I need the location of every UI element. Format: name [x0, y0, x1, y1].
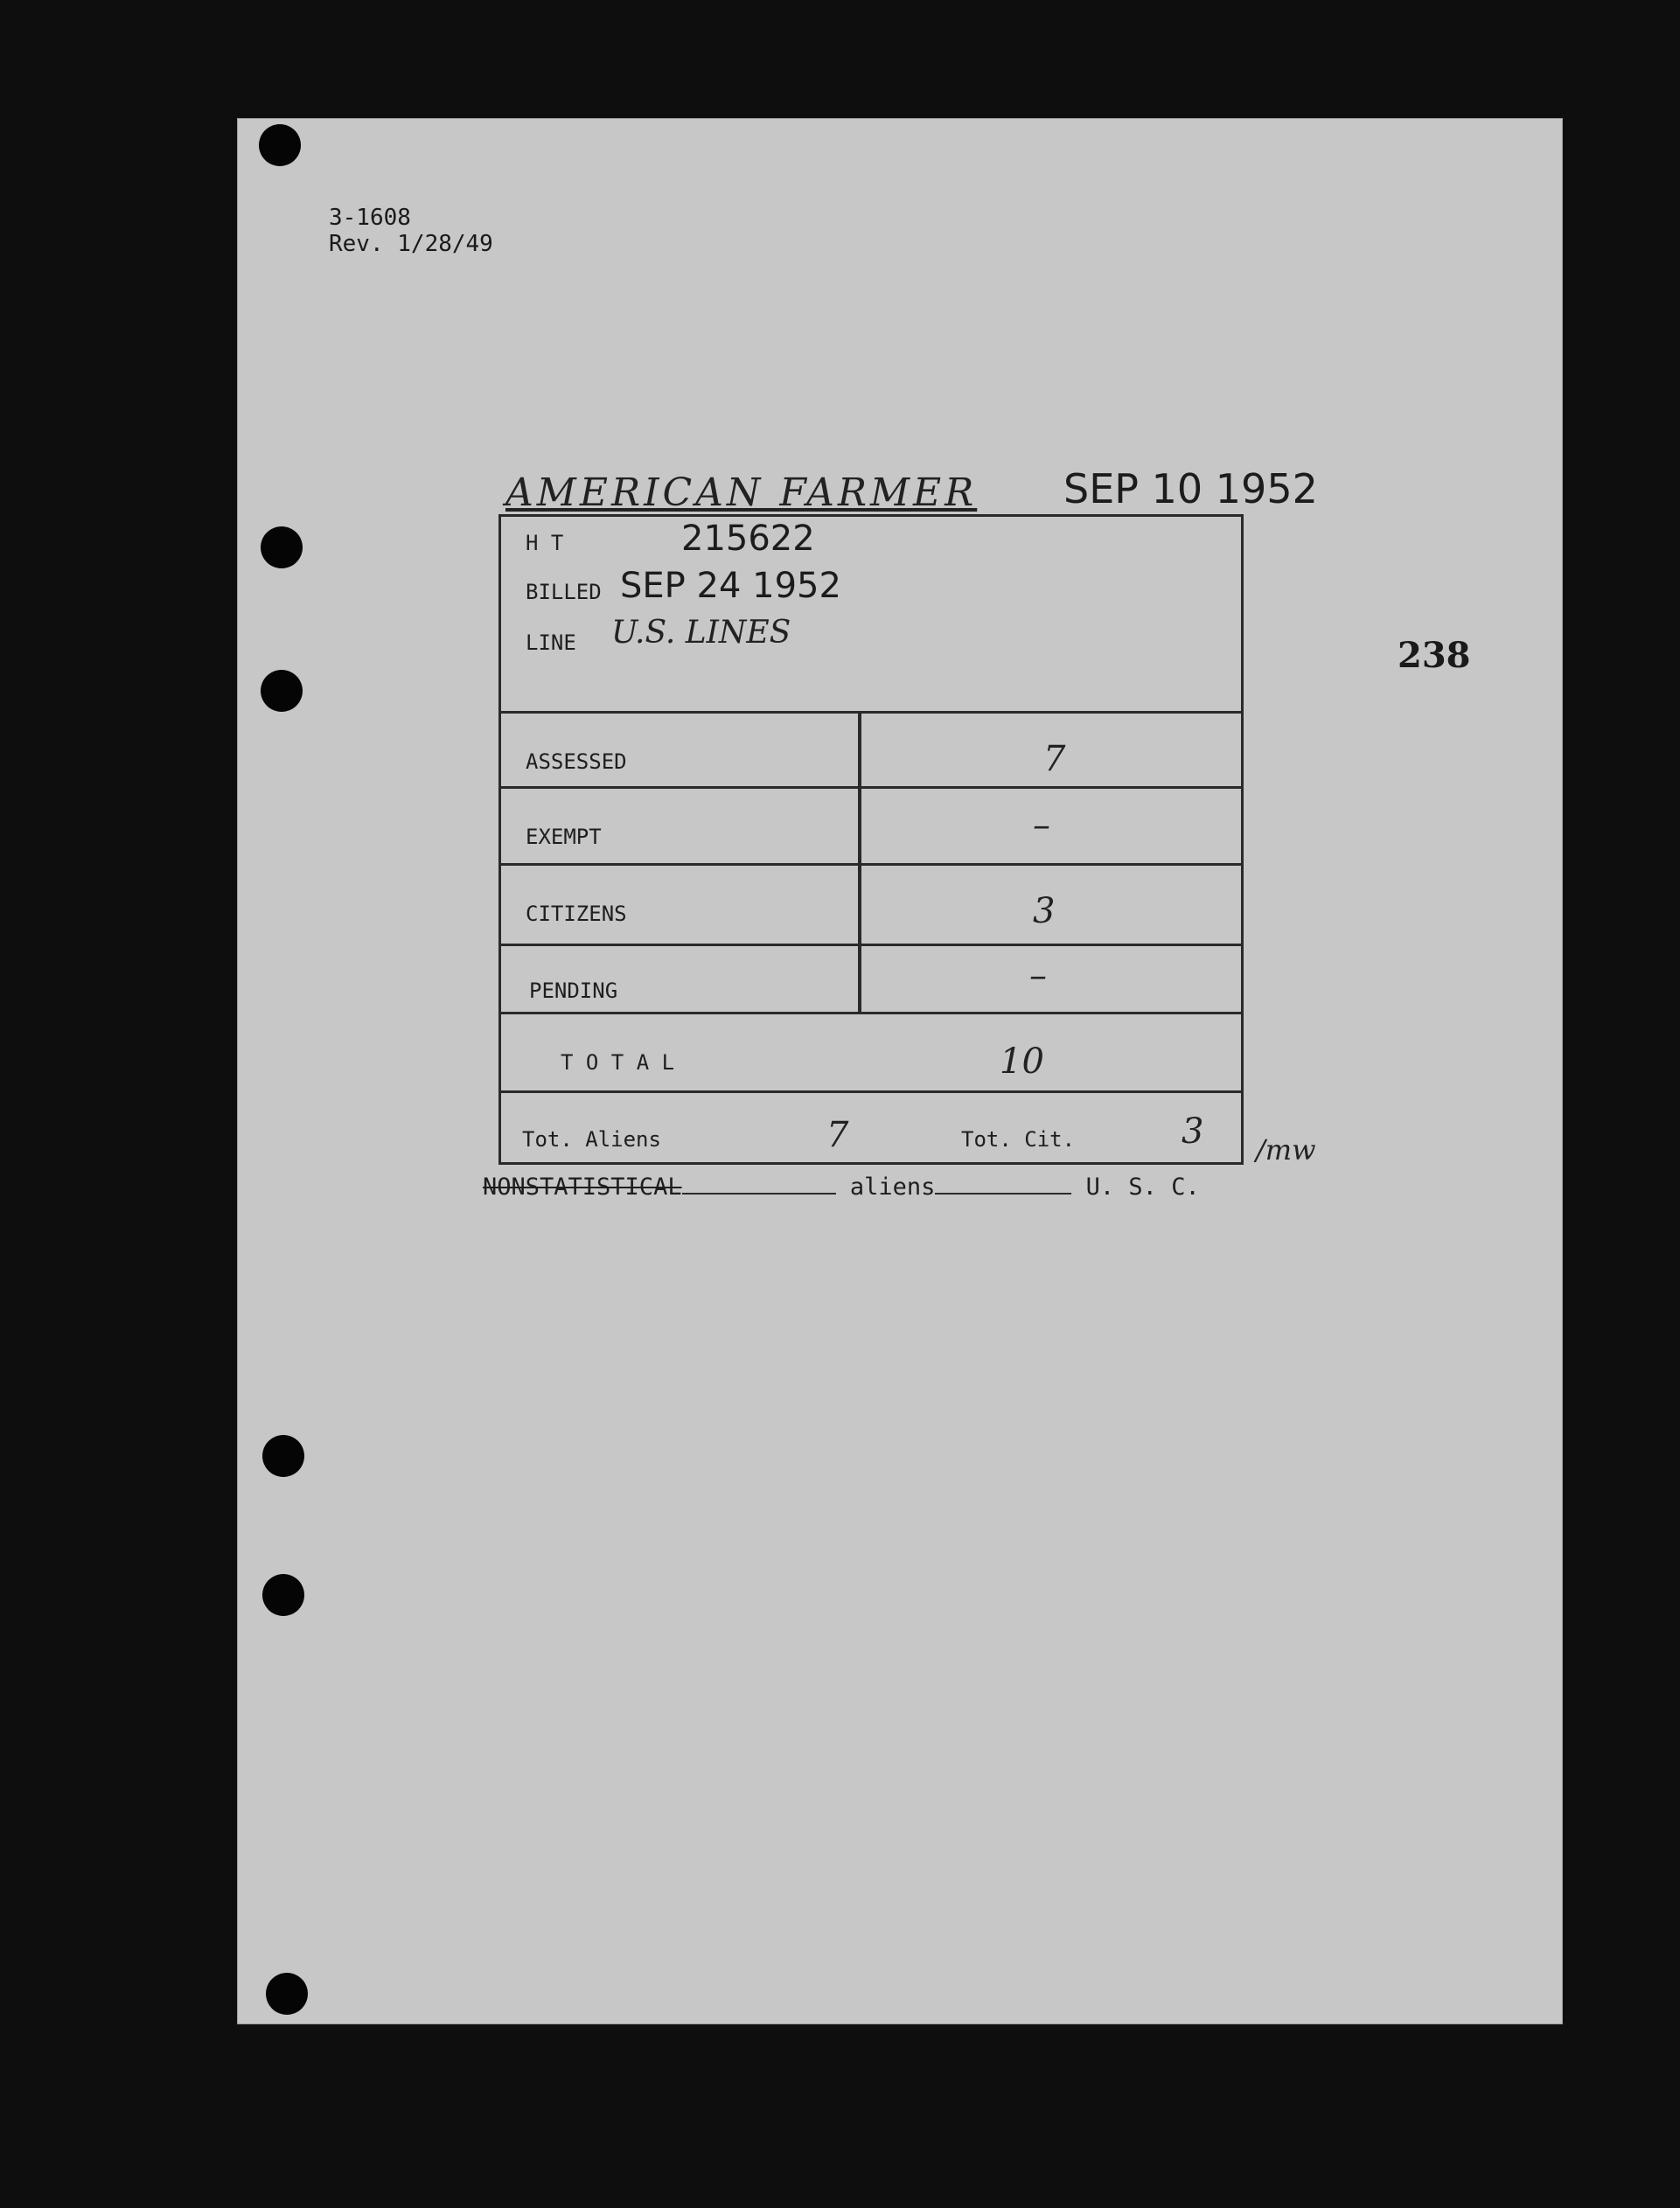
- line-label: LINE: [526, 630, 576, 655]
- form-number: 3-1608: [329, 205, 411, 231]
- column-divider: [858, 711, 861, 1012]
- manifest-form-box: [498, 514, 1244, 1165]
- punch-hole: [262, 1574, 304, 1616]
- punch-hole: [266, 1973, 308, 2015]
- punch-hole: [261, 526, 303, 568]
- divider: [499, 786, 1243, 789]
- row-label-pending: PENDING: [529, 979, 618, 1003]
- total-citizens-label: Tot. Cit.: [961, 1127, 1076, 1152]
- clerk-initials: /mw: [1256, 1133, 1316, 1167]
- row-label-assessed: ASSESSED: [526, 749, 627, 774]
- divider: [499, 711, 1243, 714]
- row-label-citizens: CITIZENS: [526, 902, 627, 926]
- total-label: T O T A L: [561, 1050, 675, 1075]
- row-value-exempt: –: [1033, 805, 1050, 846]
- total-aliens-label: Tot. Aliens: [522, 1127, 661, 1152]
- page-number: 238: [1398, 635, 1471, 676]
- billed-date: SEP 24 1952: [620, 566, 841, 606]
- nonstat-label: NONSTATISTICAL: [483, 1174, 682, 1201]
- line-value: U.S. LINES: [611, 615, 791, 651]
- nonstat-blank: [682, 1193, 836, 1195]
- form-identifier: [329, 205, 493, 257]
- punch-hole: [262, 1435, 304, 1477]
- divider: [499, 863, 1243, 866]
- divider: [499, 944, 1243, 946]
- aliens-label: aliens: [849, 1174, 936, 1201]
- usc-label: U. S. C.: [1085, 1174, 1200, 1201]
- nonstatistical-line: [483, 1174, 1200, 1201]
- row-value-assessed: 7: [1043, 739, 1066, 779]
- total-citizens-value: 3: [1182, 1111, 1204, 1152]
- total-value: 10: [1000, 1041, 1044, 1082]
- punch-hole: [259, 124, 301, 166]
- ht-number: 215622: [681, 519, 815, 559]
- row-label-exempt: EXEMPT: [526, 825, 602, 849]
- vessel-name: AMERICAN FARMER: [505, 470, 978, 515]
- arrival-date-stamp: SEP 10 1952: [1063, 465, 1318, 512]
- ht-label: H T: [526, 531, 564, 555]
- billed-label: BILLED: [526, 580, 602, 604]
- total-aliens-value: 7: [826, 1115, 849, 1155]
- divider: [499, 1012, 1243, 1014]
- row-value-pending: –: [1029, 956, 1047, 996]
- divider: [499, 1090, 1243, 1093]
- row-value-citizens: 3: [1033, 891, 1056, 931]
- punch-hole: [261, 670, 303, 712]
- form-revision: Rev. 1/28/49: [329, 231, 493, 257]
- aliens-blank: [935, 1193, 1071, 1195]
